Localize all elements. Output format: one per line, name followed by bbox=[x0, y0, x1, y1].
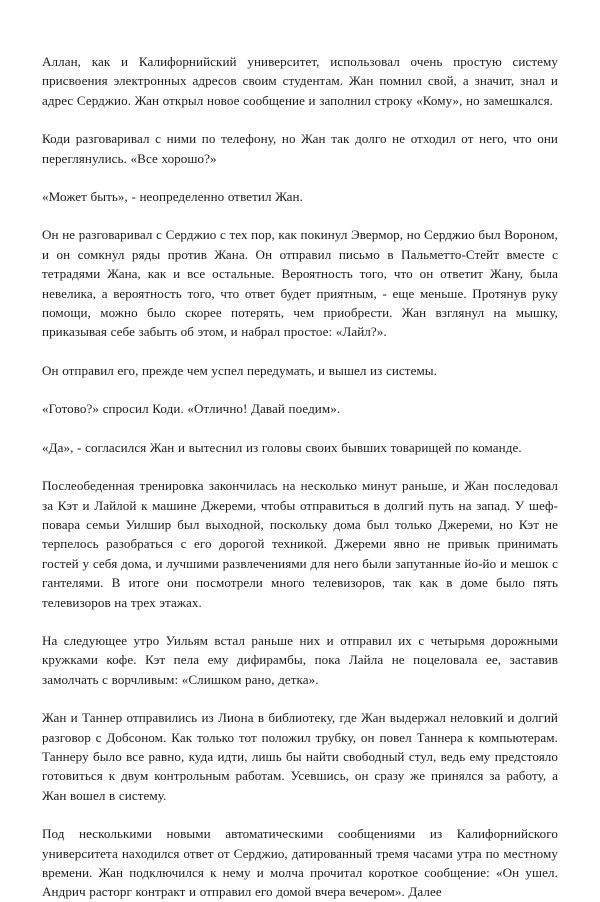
paragraph: Он отправил его, прежде чем успел передумать, и вышел из системы. bbox=[42, 362, 438, 378]
paragraph: «Готово?» спросил Коди. «Отлично! Давай поедим». bbox=[42, 401, 341, 417]
paragraph: Жан и Таннер отправились из Лиона в библиотеку, где Жан выдержал неловкий и долгий разговор с Добсоном. Как только тот положил трубку, он повел Таннера к компьютерам. Таннеру было все равно, куда идти, лишь бы найти свободный стул, ведь ему предстояло готовиться к двум контрольным работам. Усевшись, он сразу же принялся за работу, а Жан вошел в систему. bbox=[42, 710, 558, 803]
paragraph: Послеобеденная тренировка закончилась на несколько минут раньше, и Жан последовал за Кэт и Лайлой к машине Джереми, чтобы отправиться в долгий путь на запад. У шеф-повара семьи Уилшир был выходной, поскольку дома был только Джереми, но Кэт не терпелось разобраться с его дорогой техникой. Джереми явно не привык принимать гостей у себя дома, и лучшими развлечениями для него были запутанные йо-йо и мешок с гантелями. В итоге они посмотрели много телевизоров, так как в доме было пять телевизоров на трех этажах. bbox=[42, 478, 558, 610]
paragraph: На следующее утро Уильям встал раньше них и отправил их с четырьмя дорожными кружками кофе. Кэт пела ему дифирамбы, пока Лайла не поцеловала ее, заставив замолчать с ворчливым: «Слишком рано, детка». bbox=[42, 632, 558, 687]
body-text-column bbox=[42, 52, 558, 902]
paragraph: «Может быть», - неопределенно ответил Жан. bbox=[42, 189, 303, 205]
paragraph: «Да», - согласился Жан и вытеснил из головы своих бывших товарищей по команде. bbox=[42, 439, 522, 455]
paragraph: Коди разговаривал с ними по телефону, но Жан так долго не отходил от него, что они переглянулись. «Все хорошо?» bbox=[42, 131, 558, 166]
paragraph: Он не разговаривал с Серджио с тех пор, как покинул Эвермор, но Серджио был Вороном, и он сомкнул ряды против Жана. Он отправил письмо в Пальметто-Стейт вместе с тетрадями Жана, как и все остальные. Вероятность того, что он ответит Жану, была невелика, а вероятность того, что ответ будет приятным, - еще меньше. Протянув руку помощи, можно было скорее потерять, чем приобрести. Жан взглянул на мышку, приказывая себе забыть об этом, и набрал простое: «Лайл?». bbox=[42, 227, 558, 340]
paragraph-truncated: Под несколькими новыми автоматическими сообщениями из Калифорнийского университета находился ответ от Серджио, датированный тремя часами утра по местному времени. Жан подключился к нему и молча прочитал короткое сообщение: «Он ушел. Андрич расторг контракт и отправил его домой вчера вечером». Далее bbox=[42, 826, 558, 900]
paragraph: Аллан, как и Калифорнийский университет, использовал очень простую систему присвоения электронных адресов своим студентам. Жан помнил свой, а значит, знал и адрес Серджио. Жан открыл новое сообщение и заполнил строку «Кому», но замешкался. bbox=[42, 54, 558, 108]
